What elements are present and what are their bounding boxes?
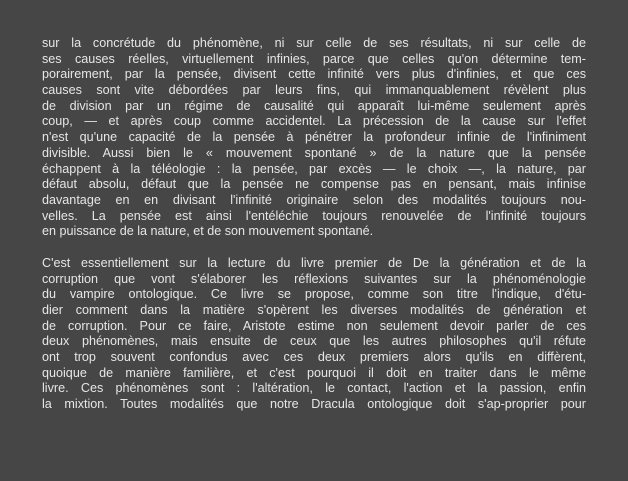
paragraph-1 xyxy=(42,36,586,240)
text-line: divisible. Aussi bien le « mouvement spontané » de la nature que la pensée xyxy=(42,145,586,160)
document-page xyxy=(42,36,586,413)
text-line: du vampire ontologique. Ce livre se propose, comme son titre l'indique, d'étu- xyxy=(42,287,586,302)
text-line: de corruption. Pour ce faire, Aristote estime non seulement devoir parler de ces xyxy=(42,318,586,333)
text-line: dier comment dans la matière s'opèrent les diverses modalités de génération et xyxy=(42,303,586,317)
text-line: défaut absolu, défaut que la pensée ne compense pas en pensant, mais infinise xyxy=(42,177,586,192)
text-line: en puissance de la nature, et de son mouvement spontané. xyxy=(42,224,374,239)
text-line: la mixtion. Toutes modalités que notre Dracula ontologique doit s'ap-proprier pour xyxy=(42,397,586,412)
text-line: coup, — et après coup comme accidentel. La précession de la cause sur l'effet xyxy=(42,114,586,129)
text-line: davantage en en divisant l'infinité originaire selon des modalités toujours nou- xyxy=(42,192,586,207)
text-line: livre. Ces phénomènes sont : l'altération, le contact, l'action et la passion, enfin xyxy=(42,381,586,396)
text-line: échappent à la téléologie : la pensée, par excès — le choix —, la nature, par xyxy=(42,161,586,176)
text-line: de division par un régime de causalité qui apparaît lui-même seulement après xyxy=(42,98,586,113)
text-line: corruption que vont s'élaborer les réflexions suivantes sur la phénoménologie xyxy=(42,271,586,286)
text-line: sur la concrétude du phénomène, ni sur celle de ses résultats, ni sur celle de xyxy=(42,36,586,50)
text-line: porairement, par la pensée, divisent cette infinité vers plus d'infinies, et que ces xyxy=(42,67,586,82)
text-line: n'est qu'une capacité de la pensée à pénétrer la profondeur infinie de l'infiniment xyxy=(42,130,586,145)
text-line: causes sont vite débordées par leurs fins, qui immanquablement révèlent plus xyxy=(42,83,586,98)
text-line: deux phénomènes, mais ensuite de ceux que les autres philosophes qu'il réfute xyxy=(42,334,586,349)
text-line: velles. La pensée est ainsi l'entéléchie toujours renouvelée de l'infinité toujours xyxy=(42,208,586,223)
text-line: ses causes réelles, virtuellement infinies, parce que celles qu'on détermine tem- xyxy=(42,51,586,66)
paragraph-spacer xyxy=(42,240,586,256)
text-line: quoique de manière familière, et c'est pourquoi il doit en traiter dans le même xyxy=(42,365,586,380)
text-line: ont trop souvent confondus avec ces deux premiers alors qu'ils en diffèrent, xyxy=(42,350,586,365)
text-line: C'est essentiellement sur la lecture du livre premier de De la génération et de la xyxy=(42,255,586,270)
paragraph-2 xyxy=(42,256,586,413)
